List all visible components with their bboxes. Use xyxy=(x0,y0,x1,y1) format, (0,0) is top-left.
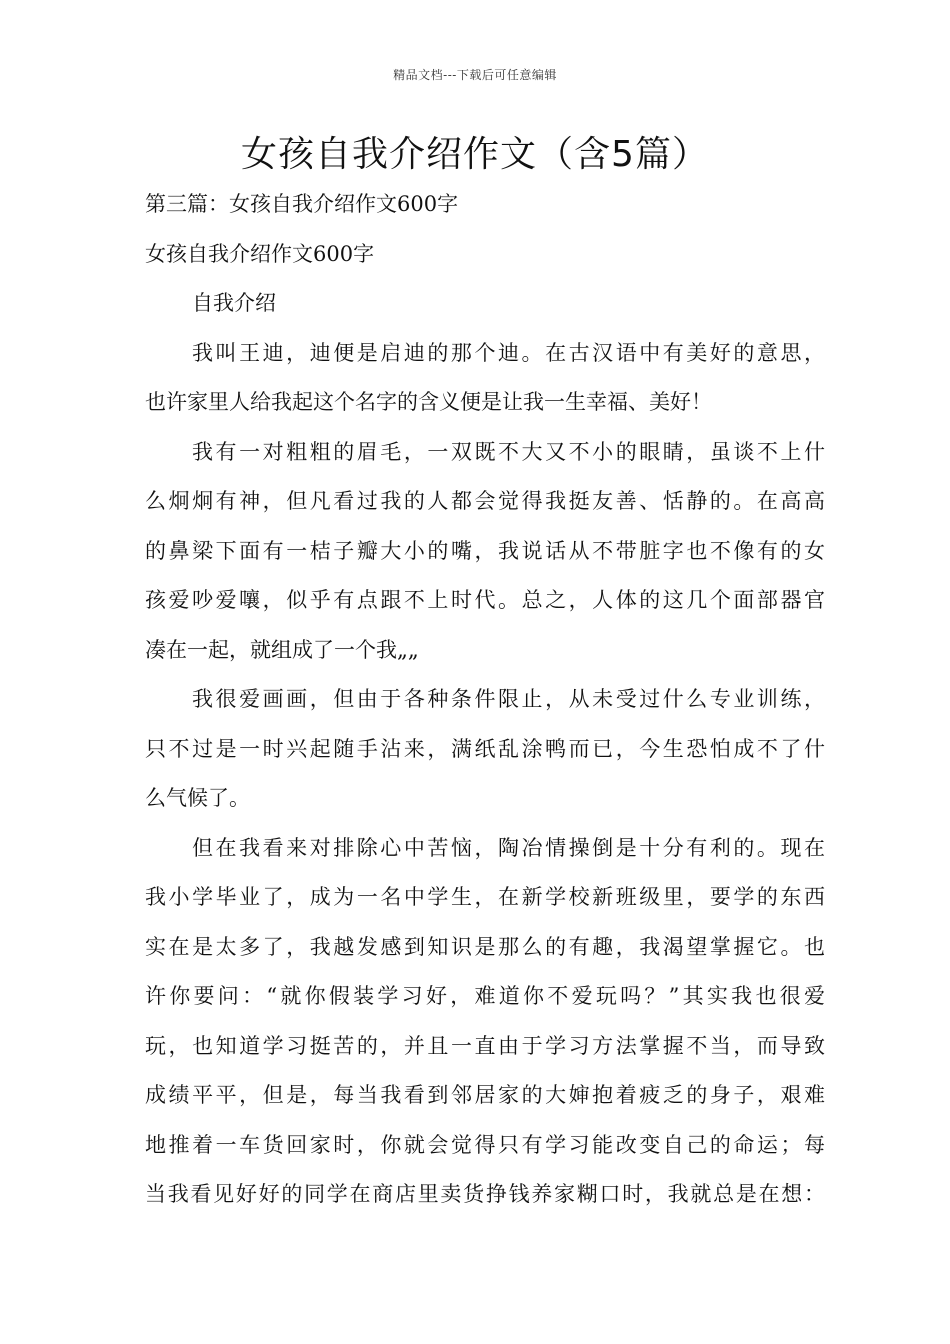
text-line: 么炯炯有神，但凡看过我的人都会觉得我挺友善、恬静的。在高高 xyxy=(145,489,825,513)
text-line: 我很爱画画，但由于各种条件限止，从未受过什么专业训练， xyxy=(192,687,825,711)
text-line: 的鼻梁下面有一桔子瓣大小的嘴，我说话从不带脏字也不像有的女 xyxy=(145,538,825,563)
text-line: 成绩平平，但是，每当我看到邻居家的大婶抱着疲乏的身子，艰难 xyxy=(145,1083,825,1107)
header-note: 精品文档---下载后可任意编辑 xyxy=(393,68,557,82)
text-line: 孩爱吵爱嚷，似乎有点跟不上时代。总之，人体的这几个面部器官 xyxy=(145,588,825,612)
text-line: 女孩自我介绍作文600字 xyxy=(145,241,375,266)
text-line: 我叫王迪，迪便是启迪的那个迪。在古汉语中有美好的意思， xyxy=(192,340,825,365)
text-line: 么气候了。 xyxy=(145,786,250,810)
document-title: 女孩自我介绍作文（含5篇） xyxy=(241,134,709,175)
text-line: 但在我看来对排除心中苦恼，陶冶情操倒是十分有利的。现在 xyxy=(192,835,825,860)
text-line: 玩，也知道学习挺苦的，并且一直由于学习方法掌握不当，而导致 xyxy=(145,1033,825,1058)
text-line: 当我看见好好的同学在商店里卖货挣钱养家糊口时，我就总是在想： xyxy=(145,1182,825,1206)
text-line: 凑在一起，就组成了一个我„„ xyxy=(145,637,419,662)
text-line: 地推着一车货回家时，你就会觉得只有学习能改变自己的命运；每 xyxy=(145,1132,825,1157)
text-line: 实在是太多了，我越发感到知识是那么的有趣，我渴望掌握它。也 xyxy=(145,934,825,959)
text-line: 也许家里人给我起这个名字的含义便是让我一生幸福、美好！ xyxy=(145,390,712,414)
document-body xyxy=(145,180,825,1220)
text-line: 我小学毕业了，成为一名中学生，在新学校新班级里，要学的东西 xyxy=(145,885,825,909)
text-line: 只不过是一时兴起随手沾来，满纸乱涂鸭而已，今生恐怕成不了什 xyxy=(145,736,825,761)
text-line: 我有一对粗粗的眉毛，一双既不大又不小的眼睛，虽谈不上什 xyxy=(192,439,825,464)
text-line: 第三篇：女孩自我介绍作文600字 xyxy=(145,192,459,216)
text-line: 许你要问：“就你假装学习好，难道你不爱玩吗？”其实我也很爱 xyxy=(145,984,825,1008)
text-line: 自我介绍 xyxy=(192,291,276,315)
